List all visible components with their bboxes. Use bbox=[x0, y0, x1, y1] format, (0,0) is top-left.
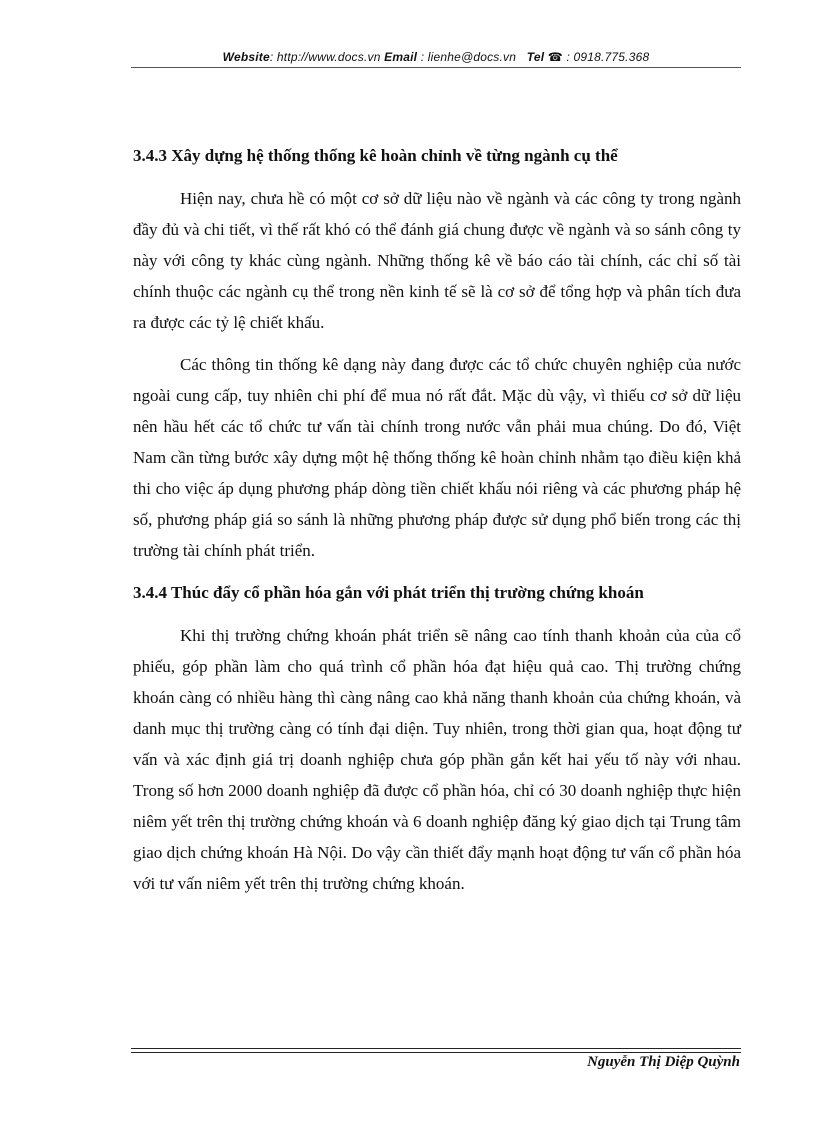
paragraph: Hiện nay, chưa hề có một cơ sở dữ liệu nào về ngành và các công ty trong ngành đầy đủ và chi tiết, vì thế rất khó có thể đánh giá chung được về ngành và so sánh công ty này với công ty khác cùng ngành. Những thống kê về báo cáo tài chính, các chỉ số tài chính thuộc các ngành cụ thể trong nền kinh tế sẽ là cơ sở để tổng hợp và phân tích đưa ra được các tỷ lệ chiết khấu. bbox=[133, 189, 741, 332]
footer-author: Nguyễn Thị Diệp Quỳnh bbox=[587, 1054, 740, 1070]
footer-divider bbox=[131, 1048, 741, 1053]
website-value: : http://www.docs.vn bbox=[269, 50, 381, 64]
header-divider bbox=[131, 67, 741, 68]
paragraph: Khi thị trường chứng khoán phát triển sẽ nâng cao tính thanh khoản của của cổ phiếu, góp phần làm cho quá trình cổ phần hóa đạt hiệu quả cao. Thị trường chứng khoán càng có nhiều hàng thì càng nâng cao khả năng thanh khoản của chứng khoán, và danh mục thị trường càng có tính đại diện. Tuy nhiên, trong thời gian qua, hoạt động tư vấn và xác định giá trị doanh nghiệp chưa góp phần gắn kết hai yếu tố này với nhau. Trong số hơn 2000 doanh nghiệp đã được cổ phần hóa, chỉ có 30 doanh nghiệp thực hiện niêm yết trên thị trường chứng khoán và 6 doanh nghiệp đăng ký giao dịch tại Trung tâm giao dịch chứng khoán Hà Nội. Do vậy cần thiết đẩy mạnh hoạt động tư vấn cổ phần hóa với tư vấn niêm yết trên thị trường chứng khoán. bbox=[133, 626, 741, 893]
paragraph: Các thông tin thống kê dạng này đang được các tổ chức chuyên nghiệp của nước ngoài cung cấp, tuy nhiên chi phí để mua nó rất đắt. Mặc dù vậy, vì thiếu cơ sở dữ liệu nên hầu hết các tổ chức tư vấn tài chính trong nước vẫn phải mua chúng. Do đó, Việt Nam cần từng bước xây dựng một hệ thống thống kê hoàn chỉnh nhằm tạo điều kiện khả thi cho việc áp dụng phương pháp dòng tiền chiết khấu nói riêng và các phương pháp hệ số, phương pháp giá so sánh là những phương pháp được sử dụng phổ biến trong các thị trường tài chính phát triển. bbox=[133, 355, 741, 560]
email-label: Email bbox=[384, 50, 418, 64]
page-header bbox=[131, 50, 741, 64]
tel-label: Tel bbox=[526, 50, 545, 64]
section-heading-343: 3.4.3 Xây dựng hệ thống thống kê hoàn chỉnh về từng ngành cụ thể bbox=[133, 146, 618, 165]
section-heading-344: 3.4.4 Thúc đẩy cổ phần hóa gắn với phát triển thị trường chứng khoán bbox=[133, 583, 644, 602]
email-value: : lienhe@docs.vn bbox=[420, 50, 517, 64]
document-body bbox=[133, 140, 741, 910]
website-label: Website bbox=[222, 50, 270, 64]
tel-value: ☎ : 0918.775.368 bbox=[547, 50, 650, 64]
